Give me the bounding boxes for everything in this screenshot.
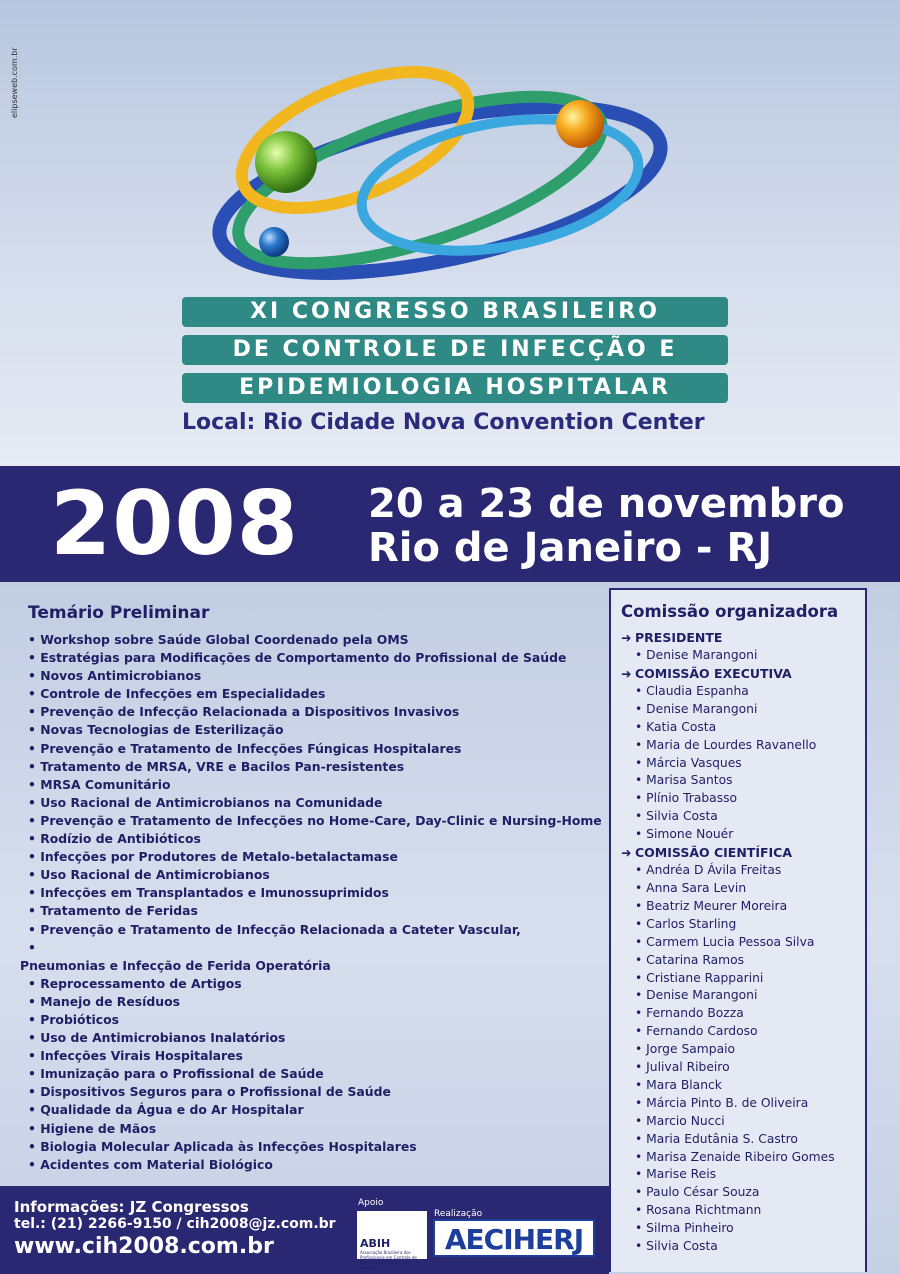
list-item: • Carlos Starling	[621, 916, 865, 934]
website-link[interactable]: www.cih2008.com.br	[14, 1234, 274, 1259]
abih-logo-text: ABIH	[360, 1237, 391, 1250]
date-band	[0, 466, 900, 582]
list-item: • Reprocessamento de Artigos	[28, 975, 603, 993]
list-item: • Marcio Nucci	[621, 1113, 865, 1131]
list-item: • Silvia Costa	[621, 808, 865, 826]
list-item: • Prevenção e Tratamento de Infecções no Home-Care, Day-Clinic e Nursing-Home	[28, 812, 603, 830]
temario-section	[20, 603, 603, 1174]
list-item: • Jorge Sampaio	[621, 1041, 865, 1059]
list-item: • Infecções Virais Hospitalares	[28, 1047, 603, 1065]
list-item: • Probióticos	[28, 1011, 603, 1029]
list-item: • Estratégias para Modificações de Comportamento do Profissional de Saúde	[28, 649, 603, 667]
event-dates: 20 a 23 de novembro	[368, 481, 845, 527]
list-item: • Cristiane Rapparini	[621, 970, 865, 988]
list-item: • Infecções por Produtores de Metalo-betalactamase	[28, 848, 603, 866]
list-item: • Denise Marangoni	[621, 701, 865, 719]
cientifica-heading	[621, 844, 865, 862]
arrow-right-icon: ➜	[621, 665, 632, 681]
list-item: • Fernando Bozza	[621, 1005, 865, 1023]
list-item: • Silvia Costa	[621, 1238, 865, 1256]
contact-line[interactable]: tel.: (21) 2266-9150 / cih2008@jz.com.br	[14, 1216, 336, 1232]
list-item: • Maria de Lourdes Ravanello	[621, 737, 865, 755]
list-item: • Uso Racional de Antimicrobianos na Comunidade	[28, 794, 603, 812]
header-area	[0, 0, 900, 466]
list-item: • Higiene de Mãos	[28, 1120, 603, 1138]
comissao-heading: Comissão organizadora	[621, 602, 839, 621]
comissao-panel	[609, 588, 867, 1272]
abih-logo-subtext: Associação Brasileira dos Profissionais em Controle de Infecção e Epidemiologia Hospitalar	[360, 1250, 417, 1270]
info-line: Informações: JZ Congressos	[14, 1198, 249, 1216]
list-item: • Tratamento de MRSA, VRE e Bacilos Pan-resistentes	[28, 758, 603, 776]
executiva-heading	[621, 665, 865, 683]
apoio-label: Apoio	[358, 1198, 384, 1208]
list-item: • Manejo de Resíduos	[28, 993, 603, 1011]
list-item: • Controle de Infecções em Especialidades	[28, 685, 603, 703]
list-item: • Denise Marangoni	[621, 987, 865, 1005]
list-item: • Márcia Vasques	[621, 755, 865, 773]
presidente-heading	[621, 629, 865, 647]
list-item: • Uso Racional de Antimicrobianos	[28, 866, 603, 884]
list-item: • Workshop sobre Saúde Global Coordenado pela OMS	[28, 631, 603, 649]
list-item: • Silma Pinheiro	[621, 1220, 865, 1238]
list-item: • Prevenção de Infecção Relacionada a Dispositivos Invasivos	[28, 703, 603, 721]
list-item: • Maria Edutânia S. Castro	[621, 1131, 865, 1149]
list-item: • Acidentes com Material Biológico	[28, 1156, 603, 1174]
list-item: • Tratamento de Feridas	[28, 902, 603, 920]
list-item: • Infecções em Transplantados e Imunossuprimidos	[28, 884, 603, 902]
venue-text: Local: Rio Cidade Nova Convention Center	[182, 410, 705, 435]
list-item: • Andréa D Ávila Freitas	[621, 862, 865, 880]
event-dates-block	[368, 482, 844, 570]
list-item: • Claudia Espanha	[621, 683, 865, 701]
list-item: • Prevenção e Tratamento de Infecção Relacionada a Cateter Vascular,	[28, 921, 603, 939]
list-item: • Marise Reis	[621, 1166, 865, 1184]
cientifica-label: COMISSÃO CIENTÍFICA	[635, 845, 793, 861]
list-item: • Beatriz Meurer Moreira	[621, 898, 865, 916]
continuation-text: • Pneumonias e Infecção de Ferida Operatória	[20, 957, 331, 973]
list-item: • Qualidade da Água e do Ar Hospitalar	[28, 1101, 603, 1119]
list-item: • Carmem Lucia Pessoa Silva	[621, 934, 865, 952]
footer	[0, 1186, 609, 1274]
list-item: • Novas Tecnologias de Esterilização	[28, 721, 603, 739]
temario-heading: Temário Preliminar	[28, 603, 210, 623]
list-item: • Biologia Molecular Aplicada às Infecções Hospitalares	[28, 1138, 603, 1156]
list-item: • Denise Marangoni	[621, 647, 865, 665]
list-item: • Mara Blanck	[621, 1077, 865, 1095]
list-item: • Rosana Richtmann	[621, 1202, 865, 1220]
list-item-continuation	[20, 939, 603, 975]
arrow-right-icon: ➜	[621, 630, 632, 645]
watermark: elipseweb.com.br	[10, 47, 19, 118]
list-item: • Imunização para o Profissional de Saúde	[28, 1065, 603, 1083]
event-year: 2008	[50, 472, 299, 575]
presidente-label: PRESIDENTE	[635, 630, 723, 645]
temario-list	[20, 631, 603, 1174]
abih-logo	[357, 1211, 427, 1270]
list-item: • Catarina Ramos	[621, 952, 865, 970]
list-item: • Paulo César Souza	[621, 1184, 865, 1202]
title-line-1: XI CONGRESSO BRASILEIRO	[182, 297, 728, 327]
executiva-label: COMISSÃO EXECUTIVA	[635, 665, 792, 681]
list-item: • MRSA Comunitário	[28, 776, 603, 794]
list-item: • Prevenção e Tratamento de Infecções Fúngicas Hospitalares	[28, 740, 603, 758]
list-item: • Marisa Zenaide Ribeiro Gomes	[621, 1149, 865, 1167]
list-item: • Novos Antimicrobianos	[28, 667, 603, 685]
title-line-3: EPIDEMIOLOGIA HOSPITALAR	[182, 373, 728, 403]
list-item: • Uso de Antimicrobianos Inalatórios	[28, 1029, 603, 1047]
list-item: • Julival Ribeiro	[621, 1059, 865, 1077]
congress-logo	[200, 30, 700, 290]
list-item: • Plínio Trabasso	[621, 790, 865, 808]
realizacao-label: Realização	[434, 1209, 483, 1219]
event-city: Rio de Janeiro - RJ	[368, 525, 773, 571]
title-line-2: DE CONTROLE DE INFECÇÃO E	[182, 335, 728, 365]
list-item: • Fernando Cardoso	[621, 1023, 865, 1041]
arrow-right-icon: ➜	[621, 845, 632, 861]
list-item: • Rodízio de Antibióticos	[28, 830, 603, 848]
list-item: • Katia Costa	[621, 719, 865, 737]
list-item: • Dispositivos Seguros para o Profissional de Saúde	[28, 1083, 603, 1101]
list-item: • Anna Sara Levin	[621, 880, 865, 898]
list-item: • Marisa Santos	[621, 772, 865, 790]
list-item: • Márcia Pinto B. de Oliveira	[621, 1095, 865, 1113]
list-item: • Simone Nouér	[621, 826, 865, 844]
aeciherj-logo: AECIHERJ	[433, 1219, 595, 1257]
